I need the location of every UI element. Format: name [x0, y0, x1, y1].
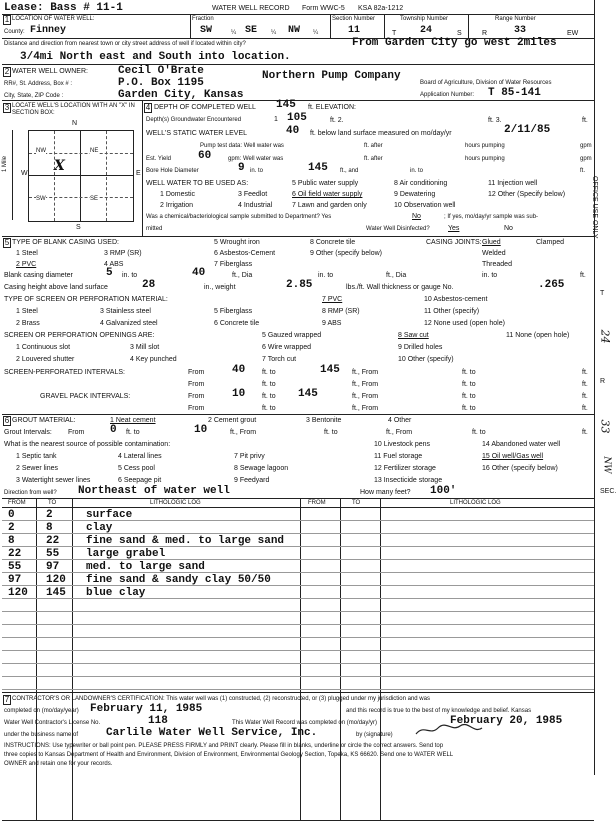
diameter-in-to: in. to [122, 272, 138, 279]
fraction-label: Fraction [192, 16, 214, 22]
diameter-ft-dia-2: ft., Dia [386, 272, 407, 279]
static-value[interactable]: 40 [286, 125, 300, 137]
perf-from-1: From [188, 369, 205, 376]
distance-value-2[interactable]: 3/4mi North east and South into location. [20, 51, 291, 63]
casing-steel[interactable]: 1 Steel [16, 250, 38, 257]
application-label: Application Number: [420, 92, 475, 98]
casing-wrought[interactable]: 5 Wrought iron [214, 239, 260, 246]
static-label: WELL'S STATIC WATER LEVEL [146, 130, 248, 137]
log-row-to[interactable]: 8 [46, 522, 53, 534]
gravel-ft-to-2: ft. to [462, 393, 476, 400]
form-title: WATER WELL RECORD [212, 5, 290, 12]
howmany-label: How many feet? [360, 489, 411, 496]
completed-label: completed on (mo/day/year) [4, 708, 79, 714]
contam-other[interactable]: 16 Other (specify below) [482, 465, 558, 472]
perf-ft-to-2: ft. to [462, 369, 476, 376]
yield-hours: hours pumping [465, 156, 505, 162]
opening-key[interactable]: 4 Key punched [130, 356, 177, 363]
screen-label: TYPE OF SCREEN OR PERFORATION MATERIAL: [4, 296, 168, 303]
gravel-from-2: From [188, 405, 205, 412]
perforated-label: SCREEN-PERFORATED INTERVALS: [4, 369, 125, 376]
signature-label: by (signature) [356, 732, 393, 738]
bore-to[interactable]: 145 [308, 162, 328, 174]
weight-label: in., weight [204, 284, 236, 291]
range-label: Range Number [495, 16, 536, 22]
side-num-2: 33 [598, 419, 612, 434]
chem-label: Was a chemical/bacteriological sample submitted to Department? Yes [146, 214, 332, 220]
casing-pvc[interactable]: 2 PVC [16, 261, 37, 268]
screen-none[interactable]: 12 None used (open hole) [424, 320, 505, 327]
use-observation[interactable]: 10 Observation well [394, 202, 456, 209]
grout-intervals-label: Grout Intervals: [4, 429, 52, 436]
business-label: under the business name of [4, 732, 79, 738]
mitted-label: mitted [146, 226, 163, 232]
ne-label: NE [90, 148, 99, 154]
perf-ft-to-4: ft. to [462, 381, 476, 388]
application-number[interactable]: T 85-141 [488, 87, 541, 99]
casing-asbestos[interactable]: 6 Asbestos-Cement [214, 250, 276, 257]
diameter-in-to-2: in. to [318, 272, 334, 279]
grout-cement-grout[interactable]: 2 Cement grout [208, 417, 257, 424]
use-other[interactable]: 12 Other (Specify below) [488, 191, 566, 198]
township-dir: S [457, 30, 462, 37]
casing-joints-label: CASING JOINTS: [426, 239, 482, 246]
bore-value[interactable]: 9 [238, 162, 245, 174]
casing-glued[interactable]: Glued [482, 239, 501, 246]
office-use-label: OFFICE USE ONLY [591, 176, 598, 239]
casing-other[interactable]: 9 Other (specify below) [310, 250, 382, 257]
screen-abs[interactable]: 9 ABS [322, 320, 342, 327]
use-irrigation[interactable]: 2 Irrigation [160, 202, 194, 209]
gw-1-value[interactable]: 105 [287, 112, 307, 124]
county-value[interactable]: Finney [30, 25, 67, 36]
gw-3: ft. 3. [488, 117, 502, 124]
section-label: Section Number [332, 16, 376, 22]
opening-mill[interactable]: 3 Mill slot [130, 344, 160, 351]
side-num-1: 24 [598, 329, 612, 344]
section-value[interactable]: 11 [348, 25, 361, 36]
screen-other[interactable]: 11 Other (specify) [424, 308, 480, 315]
use-dewatering[interactable]: 9 Dewatering [394, 191, 436, 198]
contam-watertight[interactable]: 3 Watertight sewer lines [16, 477, 91, 484]
township-prefix: T [392, 30, 397, 37]
use-oil-field[interactable]: 6 Oil field water supply [292, 191, 363, 198]
screen-rmp[interactable]: 8 RMP (SR) [322, 308, 360, 315]
owner-label: WATER WELL OWNER: [12, 68, 88, 75]
pump-gpm: gpm [580, 143, 592, 149]
log-row-to[interactable]: 145 [46, 587, 66, 599]
south-label: S [76, 224, 81, 231]
contam-fuel[interactable]: 11 Fuel storage [374, 453, 423, 460]
bore-ft-2: ft. [580, 168, 586, 174]
instructions-3: OWNER and retain one for your records. [4, 761, 113, 767]
casing-label: TYPE OF BLANK CASING USED: [12, 239, 119, 246]
instructions-2: three copies to Kansas Department of Health and Environment, Division of Environment, Environmental Geology Section, Topeka, KS 66620. Send one to WATER WELL [4, 752, 454, 758]
howmany-value[interactable]: 100' [430, 485, 457, 497]
form-number: Form WWC-5 [302, 5, 345, 12]
diameter-to[interactable]: 40 [192, 267, 206, 279]
mile-label: 1 Mile [2, 155, 8, 172]
perf-ft-to-1: ft. to [262, 369, 276, 376]
bore-in-2: in. to [410, 168, 424, 174]
static-unit: ft. below land surface measured on mo/day/yr [310, 130, 452, 137]
log-row-to[interactable]: 2 [46, 509, 53, 521]
grout-ft-to: ft. to [126, 429, 140, 436]
contamination-label: What is the nearest source of possible contamination: [4, 441, 171, 448]
disinfected-no[interactable]: No [504, 225, 513, 232]
opening-saw-cut[interactable]: 8 Saw cut [398, 332, 429, 339]
location-label: LOCATION OF WATER WELL: [12, 16, 95, 22]
se-label: SE [90, 196, 99, 202]
log-row-desc[interactable]: large grabel [86, 548, 166, 560]
gw-1: 1 [274, 116, 278, 123]
perf-ft-2: ft. [582, 381, 588, 388]
opening-drilled[interactable]: 9 Drilled holes [398, 344, 443, 351]
fraction-1[interactable]: SW [200, 25, 213, 36]
opening-torch[interactable]: 7 Torch cut [262, 356, 297, 363]
log-row-desc[interactable]: med. to large sand [86, 561, 205, 573]
log-row-from[interactable]: 2 [8, 522, 15, 534]
perf-ft-to-3: ft. to [262, 381, 276, 388]
owner-name[interactable]: Cecil O'Brate [118, 65, 204, 77]
completed-date[interactable]: February 11, 1985 [90, 703, 203, 715]
range-dir: EW [567, 30, 579, 37]
quarter-1: ¼ [231, 30, 237, 36]
county-label: County: [4, 29, 25, 35]
diameter-ft: ft. [580, 272, 586, 279]
perf-ft-from-1: ft., From [352, 369, 379, 376]
pump-label: Pump test data: Well water was [200, 143, 284, 149]
ksa-number: KSA 82a-1212 [358, 5, 404, 12]
log-row-from[interactable]: 0 [8, 509, 15, 521]
diameter-label: Blank casing diameter [4, 272, 73, 279]
diameter-ft-dia: ft., Dia [232, 272, 253, 279]
gauge-value[interactable]: .265 [538, 279, 565, 291]
use-injection[interactable]: 11 Injection well [488, 180, 538, 187]
log-row-from[interactable]: 120 [8, 587, 28, 599]
perf-to-value[interactable]: 145 [320, 364, 340, 376]
depth-unit: ft. ELEVATION: [308, 104, 356, 111]
address-label: RR#, St. Address, Box # : [4, 81, 73, 87]
direction-value[interactable]: Northeast of water well [78, 485, 230, 497]
log-from-header: FROM [8, 500, 26, 506]
section-grid[interactable] [28, 130, 134, 222]
east-label: E [136, 170, 141, 177]
diameter-value[interactable]: 5 [106, 267, 113, 279]
log-row-to[interactable]: 55 [46, 548, 60, 560]
log-row-from[interactable]: 97 [8, 574, 22, 586]
use-domestic[interactable]: 1 Domestic [160, 191, 196, 198]
contam-pit[interactable]: 7 Pit privy [234, 453, 265, 460]
screen-asbestos[interactable]: 10 Asbestos-cement [424, 296, 488, 303]
direction-label: Direction from well? [4, 490, 57, 496]
log-row-to[interactable]: 120 [46, 574, 66, 586]
openings-label: SCREEN OR PERFORATION OPENINGS ARE: [4, 332, 155, 339]
perf-ft-from-2: ft., From [352, 381, 379, 388]
contam-abandoned[interactable]: 14 Abandoned water well [482, 441, 561, 448]
use-feedlot[interactable]: 3 Feedlot [238, 191, 268, 198]
township-value[interactable]: 24 [420, 25, 433, 36]
owner-company[interactable]: Northern Pump Company [262, 70, 401, 82]
disinfected-label: Water Well Disinfected? [366, 226, 430, 232]
log-row-desc[interactable]: blue clay [86, 587, 146, 599]
opening-none[interactable]: 11 None (open hole) [506, 332, 570, 339]
log-row-from[interactable]: 22 [8, 548, 22, 560]
gravel-from-1: From [188, 393, 205, 400]
gravel-ft-2: ft. [582, 405, 588, 412]
contam-lateral[interactable]: 4 Lateral lines [118, 453, 162, 460]
use-public[interactable]: 5 Public water supply [292, 180, 359, 187]
well-x-mark[interactable]: X [54, 158, 65, 174]
screen-steel[interactable]: 1 Steel [16, 308, 38, 315]
bore-ft: ft., and [340, 168, 359, 174]
perf-from-2: From [188, 381, 205, 388]
contam-cess[interactable]: 5 Cess pool [118, 465, 155, 472]
use-air[interactable]: 8 Air conditioning [394, 180, 448, 187]
gravel-ft-to-4: ft. to [462, 405, 476, 412]
depth-value[interactable]: 145 [276, 99, 296, 111]
log-row-from[interactable]: 8 [8, 535, 15, 547]
log-lith-header: LITHOLOGIC LOG [150, 500, 201, 506]
log-row-desc[interactable]: surface [86, 509, 133, 521]
log-lith-header-2: LITHOLOGIC LOG [450, 500, 501, 506]
perf-ft-1: ft. [582, 369, 588, 376]
record-date[interactable]: February 20, 1985 [450, 715, 563, 727]
license-label: Water Well Contractor's License No. [4, 720, 101, 726]
opening-continuous[interactable]: 1 Continuous slot [16, 344, 71, 351]
gravel-from-value[interactable]: 10 [232, 388, 246, 400]
contam-livestock[interactable]: 10 Livestock pens [374, 441, 431, 448]
range-value[interactable]: 33 [514, 25, 527, 36]
screen-brass[interactable]: 2 Brass [16, 320, 40, 327]
gw-end: ft. [582, 117, 588, 124]
owner-city[interactable]: Garden City, Kansas [118, 89, 244, 101]
range-prefix: R [482, 30, 488, 37]
north-label: N [72, 120, 78, 127]
contam-lagoon[interactable]: 8 Sewage lagoon [234, 465, 289, 472]
use-lawn[interactable]: 7 Lawn and garden only [292, 202, 367, 209]
side-num-3: NW [601, 456, 612, 474]
side-t: T [600, 290, 605, 297]
depth-label: DEPTH OF COMPLETED WELL [154, 104, 256, 111]
true-text: and this record is true to the best of my knowledge and belief. Kansas [346, 708, 532, 714]
chem-no[interactable]: No [412, 213, 421, 220]
grout-ft-from: ft., From [230, 429, 257, 436]
contam-septic[interactable]: 1 Septic tank [16, 453, 57, 460]
log-row-from[interactable]: 55 [8, 561, 22, 573]
grout-ft-from-2: ft., From [386, 429, 413, 436]
grout-other[interactable]: 4 Other [388, 417, 412, 424]
opening-other[interactable]: 10 Other (specify) [398, 356, 454, 363]
screen-stainless[interactable]: 3 Stainless steel [100, 308, 151, 315]
log-row-to[interactable]: 22 [46, 535, 60, 547]
bore-label: Bore Hole Diameter [146, 168, 199, 174]
grout-to-value[interactable]: 10 [194, 424, 208, 436]
business-name[interactable]: Carlile Water Well Service, Inc. [106, 727, 318, 739]
city-label: City, State, ZIP Code : [4, 93, 64, 99]
casing-fiberglass[interactable]: 7 Fiberglass [214, 261, 253, 268]
contam-fertilizer[interactable]: 12 Fertilizer storage [374, 465, 436, 472]
screen-galvanized[interactable]: 4 Galvanized steel [100, 320, 158, 327]
gravel-ft-to-1: ft. to [262, 393, 276, 400]
grout-label: GROUT MATERIAL: [12, 417, 76, 424]
grout-bentonite[interactable]: 3 Bentonite [306, 417, 342, 424]
opening-wire[interactable]: 6 Wire wrapped [262, 344, 312, 351]
casing-threaded[interactable]: Threaded [482, 261, 512, 268]
gravel-ft-from-2: ft., From [352, 405, 379, 412]
yield-label: Est. Yield [146, 156, 172, 162]
casing-rmp[interactable]: 3 RMP (SR) [104, 250, 142, 257]
fraction-2[interactable]: SE [245, 25, 258, 36]
gravel-ft-1: ft. [582, 393, 588, 400]
casing-abs[interactable]: 4 ABS [104, 261, 124, 268]
license-value[interactable]: 118 [148, 715, 168, 727]
signature-mark[interactable] [414, 722, 484, 738]
pump-hours: hours pumping [465, 143, 505, 149]
log-to-header: TO [48, 500, 57, 506]
board-label: Board of Agriculture, Division of Water Resources [420, 80, 552, 86]
log-row-desc[interactable]: fine sand & sandy clay 50/50 [86, 574, 271, 586]
bore-in: in. to [250, 168, 264, 174]
groundwater-label: Depth(s) Groundwater Encountered [146, 117, 242, 123]
fraction-3[interactable]: NW [288, 25, 301, 36]
owner-address[interactable]: P.O. Box 1195 [118, 77, 204, 89]
gravel-ft-to-3: ft. to [262, 405, 276, 412]
yield-unit: gpm: Well water was [228, 156, 284, 162]
grout-neat-cement[interactable]: 1 Neat cement [110, 417, 156, 424]
nw-label: NW [36, 148, 46, 154]
instructions-1: INSTRUCTIONS: Use typewriter or ball point pen. PLEASE PRESS FIRMLY and PRINT clearly. Please fill in blanks, underline or circle the correct answers. Send top [4, 743, 444, 749]
township-label: Township Number [400, 16, 449, 22]
use-label: WELL WATER TO BE USED AS: [146, 180, 249, 187]
contam-insecticide[interactable]: 13 Insecticide storage [374, 477, 443, 484]
west-label: W [21, 170, 28, 177]
weight-value[interactable]: 2.85 [286, 279, 313, 291]
grout-from-value[interactable]: 0 [110, 424, 117, 436]
side-sec: SEC. [600, 488, 616, 495]
contam-seepage[interactable]: 6 Seepage pit [118, 477, 162, 484]
quarter-3: ¼ [313, 30, 319, 36]
casing-welded[interactable]: Welded [482, 250, 506, 257]
static-date[interactable]: 2/11/85 [504, 124, 551, 136]
grout-ft-to-2: ft. to [324, 429, 338, 436]
grout-ft-to-3: ft. to [472, 429, 486, 436]
height-label: Casing height above land surface [4, 284, 108, 291]
grout-ft: ft. [582, 429, 588, 436]
log-row-desc[interactable]: fine sand & med. to large sand [86, 535, 285, 547]
yield-gpm: gpm [580, 156, 592, 162]
quarter-2: ¼ [271, 30, 277, 36]
log-row-to[interactable]: 97 [46, 561, 60, 573]
casing-clamped[interactable]: Clamped [536, 239, 565, 246]
gw-2: ft. 2. [330, 117, 344, 124]
distance-label: Distance and direction from nearest town or city street address of well if located within city? [4, 41, 246, 47]
contam-feedyard[interactable]: 9 Feedyard [234, 477, 270, 484]
yield-ft: ft. after [364, 156, 383, 162]
opening-gauzed[interactable]: 5 Gauzed wrapped [262, 332, 322, 339]
contam-sewer[interactable]: 2 Sewer lines [16, 465, 59, 472]
opening-louvered[interactable]: 2 Louvered shutter [16, 356, 75, 363]
perf-from-value[interactable]: 40 [232, 364, 246, 376]
pump-ft: ft. after [364, 143, 383, 149]
yield-value[interactable]: 60 [198, 150, 212, 162]
screen-concrete[interactable]: 6 Concrete tile [214, 320, 260, 327]
screen-fiberglass[interactable]: 5 Fiberglass [214, 308, 253, 315]
lbs-label: lbs./ft. Wall thickness or gauge No. [346, 284, 454, 291]
screen-pvc[interactable]: 7 PVC [322, 296, 343, 303]
grout-from: From [68, 429, 85, 436]
distance-value[interactable]: From Garden City go west 2miles [352, 37, 557, 49]
use-industrial[interactable]: 4 Industrial [238, 202, 273, 209]
sw-label: SW [36, 196, 46, 202]
contam-oil-gas[interactable]: 15 Oil well/Gas well [482, 453, 544, 460]
lease-label: Lease: Bass # 11-1 [4, 2, 123, 14]
diameter-in-to-3: in. to [482, 272, 498, 279]
log-row-desc[interactable]: clay [86, 522, 113, 534]
record-text: This Water Well Record was completed on (mo/day/yr) [232, 720, 378, 726]
gravel-label: GRAVEL PACK INTERVALS: [40, 393, 131, 400]
disinfected-yes[interactable]: Yes [448, 225, 460, 232]
side-r: R [600, 378, 606, 385]
log-from-header-2: FROM [308, 500, 326, 506]
log-to-header-2: TO [352, 500, 361, 506]
cert-line-1: CONTRACTOR'S OR LANDOWNER'S CERTIFICATION: This water well was (1) constructed, (2) reconstructed, or (3) plugged under my jurisdiction and was [12, 696, 430, 702]
casing-concrete[interactable]: 8 Concrete tile [310, 239, 356, 246]
chem-yes: ; If yes, mo/day/yr sample was sub- [444, 214, 539, 220]
gravel-to-value[interactable]: 145 [298, 388, 318, 400]
gravel-ft-from-1: ft., From [352, 393, 379, 400]
height-value[interactable]: 28 [142, 279, 156, 291]
locate-label: LOCATE WELL'S LOCATION WITH AN "X" IN SECTION BOX: [12, 103, 135, 116]
